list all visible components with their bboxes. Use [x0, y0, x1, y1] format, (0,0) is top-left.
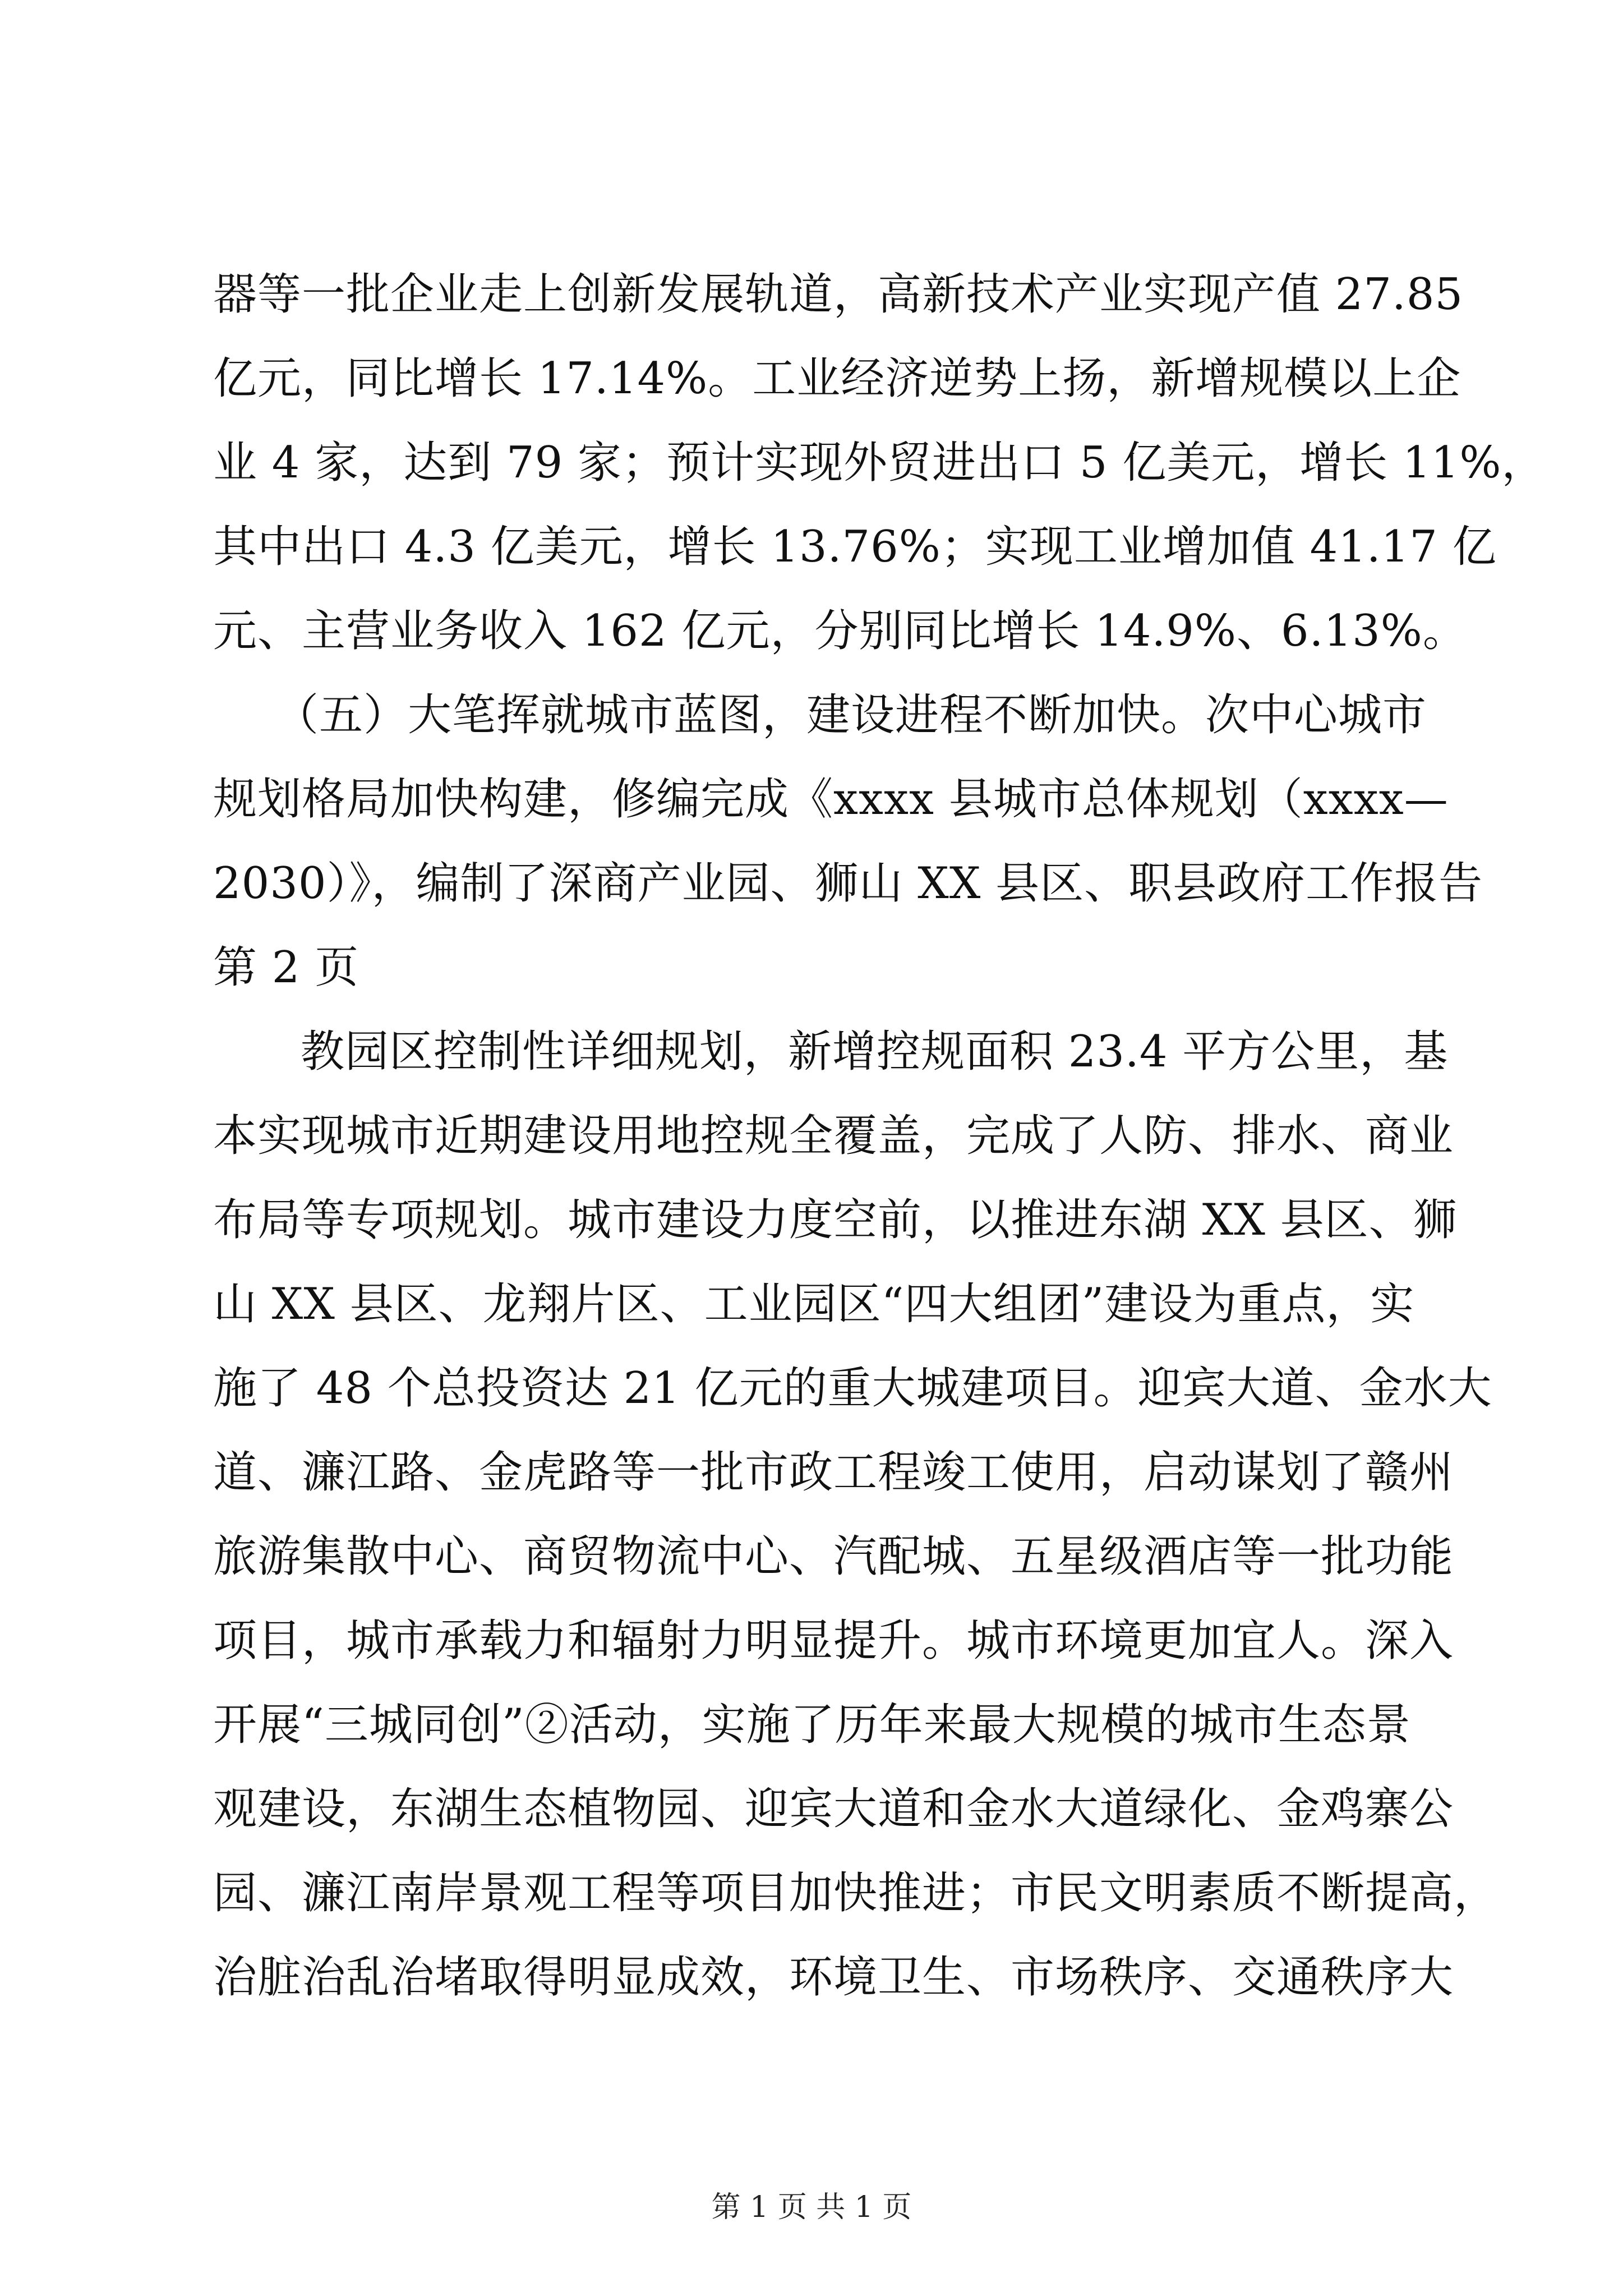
text-line: 教园区控制性详细规划，新增控规面积 23.4 平方公里，基	[301, 1027, 1449, 1077]
text-line: 开展“三城同创”②活动，实施了历年来最大规模的城市生态景	[213, 1700, 1411, 1750]
text-line: 项目，城市承载力和辐射力明显提升。城市环境更加宜人。深入	[213, 1616, 1454, 1666]
text-line: 器等一批企业走上创新发展轨道，高新技术产业实现产值 27.85	[213, 269, 1464, 320]
document-body	[213, 252, 1546, 2019]
text-line: 业 4 家，达到 79 家；预计实现外贸进出口 5 亿美元，增长 11%，	[213, 438, 1546, 488]
text-line: 其中出口 4.3 亿美元，增长 13.76%；实现工业增加值 41.17 亿	[213, 522, 1497, 572]
text-line: 亿元，同比增长 17.14%。工业经济逆势上扬，新增规模以上企	[213, 353, 1461, 404]
text-line: 元、主营业务收入 162 亿元，分别同比增长 14.9%、6.13%。	[213, 606, 1467, 656]
text-line: 规划格局加快构建，修编完成《xxxx 县城市总体规划（xxxx—	[213, 774, 1449, 825]
text-line: 2030）》，编制了深商产业园、狮山 XX 县区、职县政府工作报告	[213, 858, 1483, 909]
text-line: 道、濂江路、金虎路等一批市政工程竣工使用，启动谋划了赣州	[213, 1447, 1454, 1498]
text-line: 布局等专项规划。城市建设力度空前，以推进东湖 XX 县区、狮	[213, 1195, 1458, 1245]
text-line: 施了 48 个总投资达 21 亿元的重大城建项目。迎宾大道、金水大	[213, 1363, 1492, 1414]
text-line: 观建设，东湖生态植物园、迎宾大道和金水大道绿化、金鸡寨公	[213, 1784, 1454, 1834]
page-footer: 第 1 页 共 1 页	[711, 2191, 912, 2224]
section-heading-line: （五）大笔挥就城市蓝图，建设进程不断加快。次中心城市	[275, 690, 1427, 740]
text-line: 本实现城市近期建设用地控规全覆盖，完成了人防、排水、商业	[213, 1111, 1454, 1161]
page-marker-line: 第 2 页	[213, 942, 359, 993]
text-line: 园、濂江南岸景观工程等项目加快推进；市民文明素质不断提高，	[213, 1868, 1498, 1918]
text-line: 治脏治乱治堵取得明显成效，环境卫生、市场秩序、交通秩序大	[213, 1952, 1454, 2003]
text-line: 旅游集散中心、商贸物流中心、汽配城、五星级酒店等一批功能	[213, 1531, 1454, 1582]
text-line: 山 XX 县区、龙翔片区、工业园区“四大组团”建设为重点，实	[213, 1279, 1415, 1329]
